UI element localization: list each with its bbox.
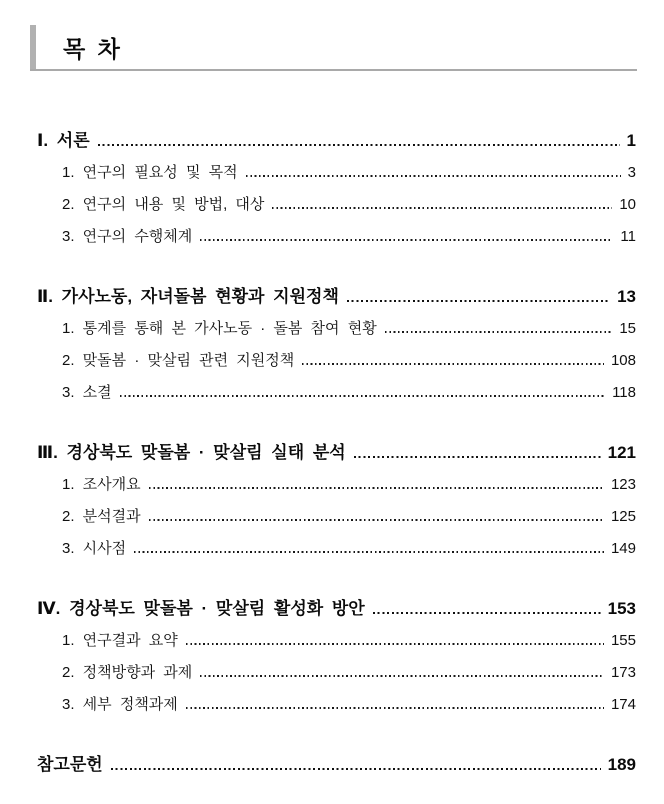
dot-leader (354, 456, 601, 459)
toc-item-row (37, 380, 636, 406)
toc-entry-label: Ⅰ. 서론 (37, 131, 90, 150)
toc-entry-label: 참고문헌 (37, 755, 103, 774)
toc-entry-label: Ⅱ. 가사노동, 자녀돌봄 현황과 지원정책 (37, 287, 339, 306)
toc-entry-page-number: 153 (607, 599, 636, 618)
toc-entry-label: 2. 분석결과 (62, 508, 141, 525)
toc-section (37, 440, 636, 562)
dot-leader (200, 239, 613, 241)
toc-entry-page-number: 173 (610, 664, 636, 681)
toc-item-row (37, 692, 636, 718)
page-title: 목 차 (63, 35, 121, 62)
toc-section-heading-row (37, 128, 636, 154)
dot-leader (111, 768, 601, 771)
dot-leader (272, 207, 612, 209)
toc-item-row (37, 348, 636, 374)
dot-leader (149, 519, 604, 521)
toc-entry-page-number: 10 (619, 196, 636, 213)
toc-entry-page-number: 13 (617, 287, 636, 306)
dot-leader (134, 551, 604, 553)
dot-leader (302, 363, 604, 365)
toc-entry-label: 2. 정책방향과 과제 (62, 664, 193, 681)
dot-leader (347, 300, 610, 303)
toc-entry-page-number: 1 (626, 131, 636, 150)
dot-leader (246, 175, 621, 177)
toc-footer (37, 752, 636, 778)
toc-sections (37, 128, 636, 718)
toc-entry-page-number: 125 (610, 508, 636, 525)
toc-entry-page-number: 155 (610, 632, 636, 649)
toc-entry-page-number: 174 (610, 696, 636, 713)
toc-item-row (37, 536, 636, 562)
page-header (0, 0, 664, 71)
title-accent-bar (30, 25, 36, 69)
toc-section-heading-row (37, 752, 636, 778)
toc-entry-label: 1. 연구결과 요약 (62, 632, 178, 649)
toc-item-row (37, 316, 636, 342)
page-title-row (30, 25, 664, 69)
toc-entry-page-number: 15 (619, 320, 636, 337)
toc-entry-label: Ⅲ. 경상북도 맞돌봄 · 맞살림 실태 분석 (37, 443, 346, 462)
dot-leader (186, 707, 604, 709)
toc-item-row (37, 472, 636, 498)
dot-leader (98, 144, 620, 147)
dot-leader (373, 612, 601, 615)
toc-item-row (37, 192, 636, 218)
toc-section-heading-row (37, 284, 636, 310)
toc-entry-label: 3. 시사점 (62, 540, 127, 557)
toc-entry-page-number: 123 (610, 476, 636, 493)
toc-item-row (37, 628, 636, 654)
toc-item-row (37, 224, 636, 250)
toc-entry-page-number: 118 (612, 384, 636, 401)
dot-leader (200, 675, 604, 677)
toc-entry-label: 3. 세부 정책과제 (62, 696, 178, 713)
toc (37, 71, 636, 778)
toc-entry-page-number: 149 (610, 540, 636, 557)
toc-entry-page-number: 11 (620, 228, 636, 245)
toc-section (37, 596, 636, 718)
toc-entry-label: 2. 연구의 내용 및 방법, 대상 (62, 196, 265, 213)
toc-entry-label: 2. 맞돌봄 · 맞살림 관련 지원정책 (62, 352, 295, 369)
toc-section-heading-row (37, 440, 636, 466)
toc-section (37, 128, 636, 250)
toc-entry-page-number: 189 (607, 755, 636, 774)
toc-entry-page-number: 121 (607, 443, 636, 462)
toc-entry-page-number: 3 (627, 164, 636, 181)
toc-item-row (37, 504, 636, 530)
toc-entry-label: Ⅳ. 경상북도 맞돌봄 · 맞살림 활성화 방안 (37, 599, 365, 618)
toc-entry-label: 3. 연구의 수행체계 (62, 228, 193, 245)
toc-entry-label: 1. 연구의 필요성 및 목적 (62, 164, 238, 181)
toc-section (37, 284, 636, 406)
dot-leader (385, 331, 613, 333)
dot-leader (186, 643, 604, 645)
dot-leader (149, 487, 604, 489)
toc-entry-label: 1. 통계를 통해 본 가사노동 · 돌봄 참여 현황 (62, 320, 377, 337)
toc-entry-label: 3. 소결 (62, 384, 112, 401)
toc-section-heading-row (37, 596, 636, 622)
toc-item-row (37, 160, 636, 186)
dot-leader (120, 395, 605, 397)
toc-entry-page-number: 108 (610, 352, 636, 369)
toc-item-row (37, 660, 636, 686)
toc-entry-label: 1. 조사개요 (62, 476, 141, 493)
